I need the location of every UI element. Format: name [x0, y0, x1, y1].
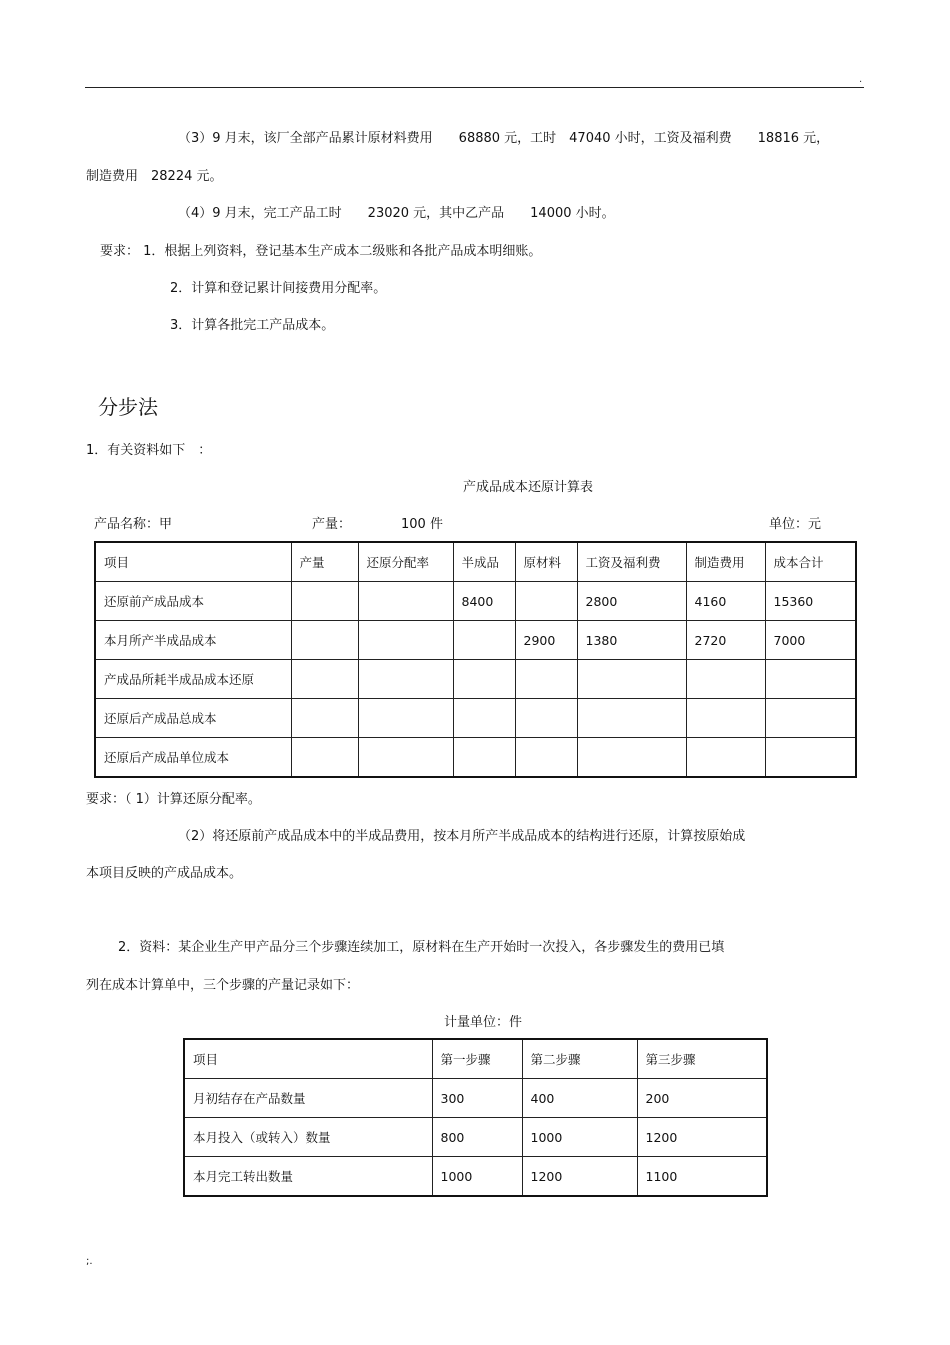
cost-table-cell: [577, 699, 686, 738]
intro-line-3a: （3）9 月末，该厂全部产品累计原材料费用 68880 元，工时 47040 小时，工资及福利费 18816 元，: [178, 131, 830, 146]
cost-table-cell: 还原前产成品成本: [95, 582, 291, 621]
product-name: 产品名称：甲: [94, 517, 173, 532]
step-table-cell: 1000: [522, 1118, 637, 1157]
question-2-line-2: 列在成本计算单中，三个步骤的产量记录如下：: [86, 978, 360, 993]
cost-table-cell: [765, 699, 856, 738]
cost-table-header-cell: 成本合计: [765, 542, 856, 582]
step-table-cell: 1200: [522, 1157, 637, 1197]
cost-table-cell: [765, 660, 856, 699]
cost-table-cell: 7000: [765, 621, 856, 660]
cost-table-cell: 产成品所耗半成品成本还原: [95, 660, 291, 699]
cost-table-header-cell: 还原分配率: [358, 542, 453, 582]
cost-table-cell: 15360: [765, 582, 856, 621]
cost-table-cell: 还原后产成品总成本: [95, 699, 291, 738]
cost-table-cell: [686, 738, 765, 778]
cost-table-cell: [577, 738, 686, 778]
cost-table-cell: [453, 699, 515, 738]
table-row: [95, 738, 856, 778]
cost-table-cell: [291, 738, 358, 778]
table-row: [184, 1118, 767, 1157]
cost-table-cell: [515, 582, 577, 621]
unit-label: 单位：元: [769, 517, 822, 532]
output-label: 产量：: [312, 517, 352, 532]
intro-line-4: （4）9 月末，完工产品工时 23020 元，其中乙产品 14000 小时。: [178, 206, 615, 221]
output-value: 100 件: [401, 517, 443, 532]
cost-table-cell: 1380: [577, 621, 686, 660]
cost-table-cell: [686, 660, 765, 699]
cost-table-cell: [291, 699, 358, 738]
cost-table-cell: 8400: [453, 582, 515, 621]
cost-table-cell: [453, 738, 515, 778]
question-1: 1．有关资料如下 ：: [86, 443, 212, 458]
cost-table-cell: [453, 660, 515, 699]
header-rule: [85, 87, 864, 88]
step-table-header-cell: 第三步骤: [637, 1039, 767, 1079]
table1-title: 产成品成本还原计算表: [463, 480, 594, 495]
cost-table-header-cell: 产量: [291, 542, 358, 582]
cost-table-header-row: [95, 542, 856, 582]
step-table-cell: 本月完工转出数量: [184, 1157, 432, 1197]
requirements-2-line-2: （2）将还原前产成品成本中的半成品费用，按本月所产半成品成本的结构进行还原，计算按原始成: [178, 829, 746, 844]
requirements-2-line-1: 要求：（ 1）计算还原分配率。: [86, 792, 261, 807]
cost-restoration-table: [94, 541, 857, 778]
cost-table-cell: [358, 699, 453, 738]
cost-table-cell: 2900: [515, 621, 577, 660]
cost-table-cell: [515, 738, 577, 778]
cost-table-cell: [577, 660, 686, 699]
cost-table-cell: [515, 699, 577, 738]
intro-line-3b: 制造费用 28224 元。: [86, 169, 223, 184]
requirement-2: 2．计算和登记累计间接费用分配率。: [170, 281, 387, 296]
step-table-cell: 1000: [432, 1157, 522, 1197]
table2-unit: 计量单位：件: [444, 1015, 523, 1030]
table-row: [95, 621, 856, 660]
cost-table-cell: [765, 738, 856, 778]
question-2-line-1: 2．资料：某企业生产甲产品分三个步骤连续加工，原材料在生产开始时一次投入，各步骤发生的费用已填: [118, 940, 725, 955]
step-table-cell: 月初结存在产品数量: [184, 1079, 432, 1118]
step-table-header-cell: 项目: [184, 1039, 432, 1079]
cost-table-header-cell: 原材料: [515, 542, 577, 582]
cost-table-cell: 2720: [686, 621, 765, 660]
table-row: [95, 582, 856, 621]
cost-table-header-cell: 项目: [95, 542, 291, 582]
requirement-1: 要求： 1．根据上列资料，登记基本生产成本二级账和各批产品成本明细账。: [100, 244, 542, 259]
table-row: [95, 699, 856, 738]
cost-table-header-cell: 工资及福利费: [577, 542, 686, 582]
step-table-header-row: [184, 1039, 767, 1079]
cost-table-cell: [291, 660, 358, 699]
cost-table-cell: [291, 582, 358, 621]
step-output-table: [183, 1038, 768, 1197]
requirement-3: 3．计算各批完工产品成本。: [170, 318, 335, 333]
step-table-cell: 本月投入（或转入）数量: [184, 1118, 432, 1157]
cost-table-header-cell: 制造费用: [686, 542, 765, 582]
section-title: 分步法: [98, 395, 158, 419]
step-table-cell: 1200: [637, 1118, 767, 1157]
table-row: [184, 1157, 767, 1197]
cost-table-cell: [515, 660, 577, 699]
cost-table-cell: [358, 738, 453, 778]
step-table-cell: 1100: [637, 1157, 767, 1197]
table-row: [184, 1079, 767, 1118]
corner-mark: .: [859, 74, 863, 85]
step-table-cell: 200: [637, 1079, 767, 1118]
step-table-cell: 800: [432, 1118, 522, 1157]
cost-table-cell: [358, 621, 453, 660]
cost-table-cell: 本月所产半成品成本: [95, 621, 291, 660]
cost-table-cell: [358, 660, 453, 699]
step-table-cell: 300: [432, 1079, 522, 1118]
cost-table-header-cell: 半成品: [453, 542, 515, 582]
footer-mark: ;.: [86, 1256, 93, 1267]
cost-table-cell: 还原后产成品单位成本: [95, 738, 291, 778]
table-row: [95, 660, 856, 699]
cost-table-cell: [358, 582, 453, 621]
cost-table-cell: [686, 699, 765, 738]
cost-table-cell: 4160: [686, 582, 765, 621]
requirements-2-line-3: 本项目反映的产成品成本。: [86, 866, 243, 881]
cost-table-cell: [453, 621, 515, 660]
step-table-header-cell: 第一步骤: [432, 1039, 522, 1079]
cost-table-cell: [291, 621, 358, 660]
step-table-cell: 400: [522, 1079, 637, 1118]
step-table-header-cell: 第二步骤: [522, 1039, 637, 1079]
cost-table-cell: 2800: [577, 582, 686, 621]
